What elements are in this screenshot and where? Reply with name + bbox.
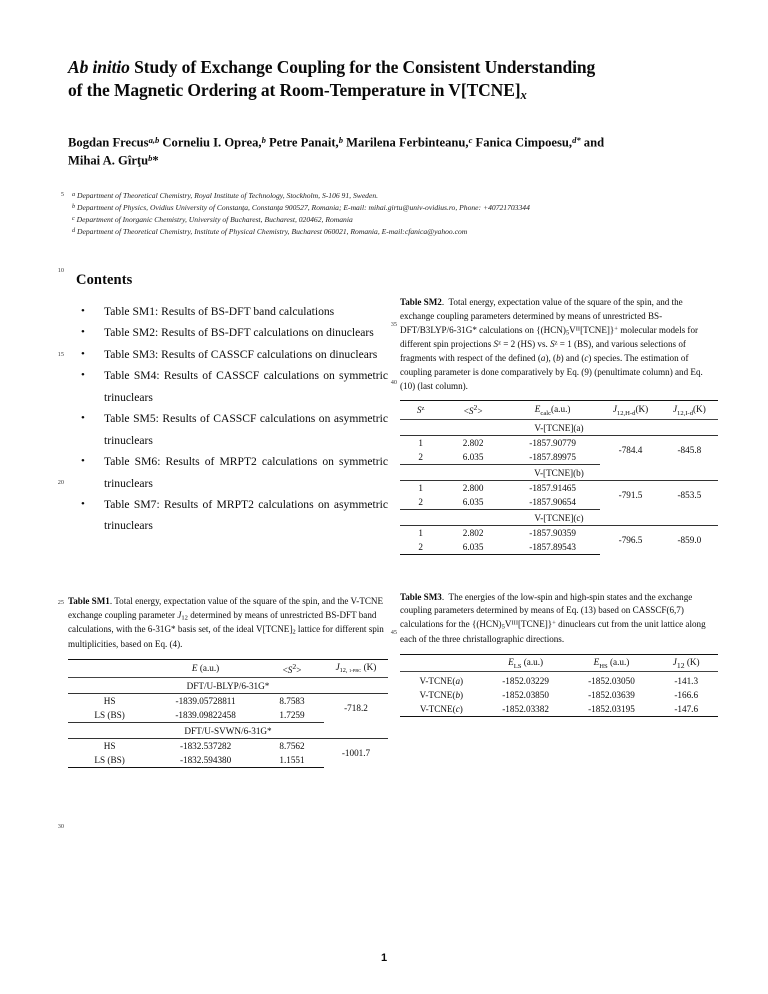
sm1-header-j: $J_{12, 1-PBC}$ (K) (335, 662, 377, 674)
sm3-row2-els: -1852.03850 (502, 690, 549, 701)
sm1-row2-energy: -1839.09822458 (151, 708, 260, 723)
sm2-group-label-c: V-[TCNE](c) (400, 509, 718, 525)
sm1-header-blank (68, 659, 151, 677)
table-sm2-caption: Table SM2. Total energy, expectation value of the square of the spin, and the exchange coupling parameters determined by means of unrestricted BS-DFT/B3LYP/6-31G* calculations on $\{(HCN)_5V^{II}[TCNE]\}^+$ molecular models for different spin projections $S^z = 2$ (HS) vs. $S^z = 1$ (BS), and various selections of fragments with respect of the defined (a), (b) and (c) species. The estimation of coupling parameter is done comparatively by Eq. (9) (penultimate column) and Eq. (10) (last column). (400, 297, 703, 391)
table-sm1-caption: Table SM1. Total energy, expectation value of the square of the spin, and the V-TCNE exchange coupling parameter $J_{12}$ determined by means of unrestricted BS-DFT band calculations, with the 6-31G* basis set, of the ideal $V[TCNE]_2$ lattice for different spin multiplicities, based on Eq. (4). (68, 595, 384, 649)
sm3-header-els: $E_{LS}$ (a.u.) (508, 656, 544, 670)
line-number-35: 35 (390, 321, 397, 328)
sm2-c-row2-sz: 2 (400, 540, 441, 555)
author-4: Marilena Ferbinteanu, (342, 135, 469, 150)
affiliation-d (72, 226, 722, 238)
sm2-b-row2-ecalc: -1857.90654 (505, 495, 600, 510)
affiliation-b-mark: b (72, 203, 76, 211)
author-6-sup: b (148, 153, 153, 164)
sm1-group-blyp-j: -718.2 (344, 702, 368, 713)
sm3-row3-els: -1852.03382 (483, 702, 569, 717)
line-number-40: 40 (390, 379, 397, 386)
sm1-row1-state: HS (103, 695, 116, 706)
affiliation-d-mark: d (72, 227, 76, 235)
affiliation-d-text: Department of Theoretical Chemistry, Institute of Physical Chemistry, Bucharest 060021, Romania, E-mail:cfanica@yahoo.com (75, 227, 468, 237)
sm2-c-row2-ecalc: -1857.89543 (505, 540, 600, 555)
sm2-group-b-j2: -853.5 (677, 489, 702, 500)
sm2-a-row2-s2: 6.035 (441, 450, 505, 465)
affiliation-c-mark: c (72, 215, 75, 223)
sm2-a-row2-sz: 2 (400, 450, 441, 465)
sm1-row4-spin: 1.1551 (260, 753, 324, 768)
sm2-b-row2-s2: 6.035 (441, 495, 505, 510)
sm2-group-a-j1: -784.4 (618, 444, 643, 455)
sm1-row4-energy: -1832.594380 (151, 753, 260, 768)
sm1-header-spin: $<S^2>$ (282, 661, 302, 675)
sm2-header-ecalc: $E_{calc}(a.u.)$ (534, 403, 571, 417)
contents-item-sm6[interactable]: • Table SM6: Results of MRPT2 calculations on symmetric trinuclears (68, 451, 388, 494)
line-number-10: 10 (57, 267, 64, 274)
author-2: Corneliu I. Oprea, (159, 135, 262, 150)
affiliation-a-mark: a (72, 191, 76, 198)
sm2-group-b-j1: -791.5 (618, 489, 643, 500)
sm1-header-energy: E (a.u.) (191, 663, 220, 674)
author-6-star: * (152, 154, 159, 169)
sm2-group-label-a: V-[TCNE](a) (400, 419, 718, 435)
sm3-row3-species: V-TCNE(c) (400, 702, 483, 717)
title-italic-lead: Ab initio (68, 57, 130, 77)
affiliation-b (72, 202, 722, 214)
contents-list (68, 301, 388, 537)
right-column (400, 296, 718, 717)
line-number-30: 30 (57, 823, 64, 830)
author-1-sup: a,b (148, 135, 160, 145)
sm3-row2-species: V-TCNE(b) (419, 690, 464, 701)
line-number-25: 25 (57, 599, 64, 606)
sm2-header-sz: $S^z$ (416, 404, 425, 415)
author-5: Fanica Cimpoesu, (472, 135, 573, 150)
table-sm3-caption: Table SM3. The energies of the low-spin and high-spin states and the exchange coupling parameters determined by means of Eq. (13) based on CASSCF(6,7) calculations for the $\{(HCN)_5V^{III}[TCNE]\}^+$ dinuclears cut from the unit lattice along each of the three christallographic directions. (400, 591, 706, 644)
sm2-header-s2: $<S^2>$ (463, 403, 483, 417)
line-number-45: 45 (390, 629, 397, 636)
page-title (68, 56, 718, 104)
sm3-row3-ehs: -1852.03195 (569, 702, 655, 717)
sm3-header-ehs: $E_{HS}$ (a.u.) (593, 656, 630, 670)
affiliation-b-text: Department of Physics, Ovidius University of Constanţa, Constanţa 900527, Romania; E-mail: mihai.girtu@univ-ovidius.ro, Phone: +40721703344 (75, 203, 530, 213)
page-number: 1 (380, 952, 388, 964)
sm3-row1-els: -1852.03229 (483, 672, 569, 689)
line-number-15: 15 (57, 351, 64, 358)
sm2-group-label-b: V-[TCNE](b) (400, 464, 718, 480)
sm3-row1-ehs: -1852.03050 (569, 672, 655, 689)
affiliation-block (72, 190, 722, 239)
title-line1-rest: Study of Exchange Coupling for the Consistent Understanding (129, 57, 596, 77)
sm1-row2-state: LS (BS) (68, 708, 151, 723)
contents-item-sm3[interactable]: • Table SM3: Results of CASSCF calculations on dinuclears (68, 344, 388, 365)
affiliation-c (72, 214, 722, 226)
sm2-b-row1-ecalc: -1857.91465 (529, 482, 576, 493)
author-1: Bogdan Frecus (68, 135, 149, 150)
affiliation-c-text: Department of Inorganic Chemistry, University of Bucharest, Bucharest, 020462, Romania (74, 215, 353, 225)
title-line2: of the Magnetic Ordering at Room-Temperature in V[TCNE] (68, 80, 521, 101)
line-number-20: 20 (57, 479, 64, 486)
table-sm1-caption-label: Table SM1 (68, 595, 110, 606)
sm2-a-row2-ecalc: -1857.89975 (505, 450, 600, 465)
table-sm3-block (400, 591, 718, 718)
sm2-group-c-j1: -796.5 (618, 534, 643, 545)
table-sm2-block (400, 296, 718, 555)
sm1-row4-state: LS (BS) (68, 753, 151, 768)
sm1-row3-state: HS (103, 740, 116, 751)
sm3-row2-ehs: -1852.03639 (588, 690, 635, 701)
affiliation-a (72, 190, 722, 202)
sm2-group-c-j2: -859.0 (677, 534, 702, 545)
table-sm1-block (68, 595, 388, 768)
author-list (68, 134, 718, 171)
sm2-header-j1: $J_{12,H-d}(K)$ (612, 403, 649, 417)
sm3-row3-j: -147.6 (654, 702, 718, 717)
sm2-b-row1-sz: 1 (418, 482, 423, 493)
sm3-row1-species: V-TCNE(a) (400, 672, 483, 689)
title-subscript-x: x (520, 88, 527, 103)
sm1-group-label-blyp: DFT/U-BLYP/6-31G* (68, 677, 388, 693)
sm2-group-a-j2: -845.8 (677, 444, 702, 455)
sm1-row2-spin: 1.7259 (260, 708, 324, 723)
sm2-b-row1-s2: 2.800 (462, 482, 484, 493)
left-column (68, 272, 388, 768)
sm2-c-row1-ecalc: -1857.90359 (529, 527, 576, 538)
author-3: Petre Panait, (265, 135, 339, 150)
sm3-header-j: $J_{12}$ (K) (672, 656, 700, 670)
contents-item-sm7[interactable]: • Table SM7: Results of MRPT2 calculations on asymmetric trinuclears (68, 494, 388, 537)
sm1-row3-spin: 8.7562 (279, 740, 305, 751)
sm1-row1-spin: 8.7583 (279, 695, 305, 706)
sm2-b-row2-sz: 2 (400, 495, 441, 510)
contents-item-sm2[interactable]: • Table SM2: Results of BS-DFT calculations on dinuclears (68, 322, 388, 343)
sm1-row3-energy: -1832.537282 (179, 740, 232, 751)
sm3-header-blank (400, 654, 483, 672)
sm2-header-j2: $J_{12,I-d}(K)$ (672, 403, 706, 417)
author-5-sup: d* (572, 135, 581, 145)
contents-item-sm5[interactable]: • Table SM5: Results of CASSCF calculations on asymmetric trinuclears (68, 408, 388, 451)
author-4-sup: c (468, 135, 473, 145)
contents-heading: Contents (76, 272, 133, 288)
sm2-a-row1-ecalc: -1857.90779 (529, 437, 576, 448)
sm2-a-row1-s2: 2.802 (462, 437, 484, 448)
line-number-5: 5 (60, 191, 64, 198)
author-3-sup: b (338, 135, 343, 145)
sm1-group-label-svwn: DFT/U-SVWN/6-31G* (68, 722, 388, 738)
table-sm1 (68, 659, 388, 768)
affiliation-a-text: Department of Theoretical Chemistry, Royal Institute of Technology, Stockholm, S-106 91, Sweden. (75, 191, 379, 201)
author-6: Mihai A. Gîrţu (68, 154, 149, 169)
table-sm3 (400, 654, 718, 718)
sm3-row2-j: -166.6 (674, 690, 699, 701)
author-2-sup: b (261, 135, 266, 145)
sm1-row1-energy: -1839.05728811 (175, 695, 236, 706)
sm2-c-row2-s2: 6.035 (441, 540, 505, 555)
sm3-row1-j: -141.3 (654, 672, 718, 689)
sm2-c-row1-sz: 1 (418, 527, 423, 538)
contents-item-sm1[interactable]: • Table SM1: Results of BS-DFT band calculations (68, 301, 388, 322)
contents-item-sm4[interactable]: • Table SM4: Results of CASSCF calculations on symmetric trinuclears (68, 365, 388, 408)
title-block (68, 56, 718, 104)
sm1-group-svwn-j: -1001.7 (341, 747, 371, 758)
table-sm2 (400, 400, 718, 554)
table-sm3-caption-label: Table SM3 (400, 591, 442, 602)
sm2-c-row1-s2: 2.802 (462, 527, 484, 538)
table-sm2-caption-label: Table SM2 (400, 297, 442, 307)
author-conjunction: and (580, 135, 605, 150)
sm2-a-row1-sz: 1 (418, 437, 423, 448)
